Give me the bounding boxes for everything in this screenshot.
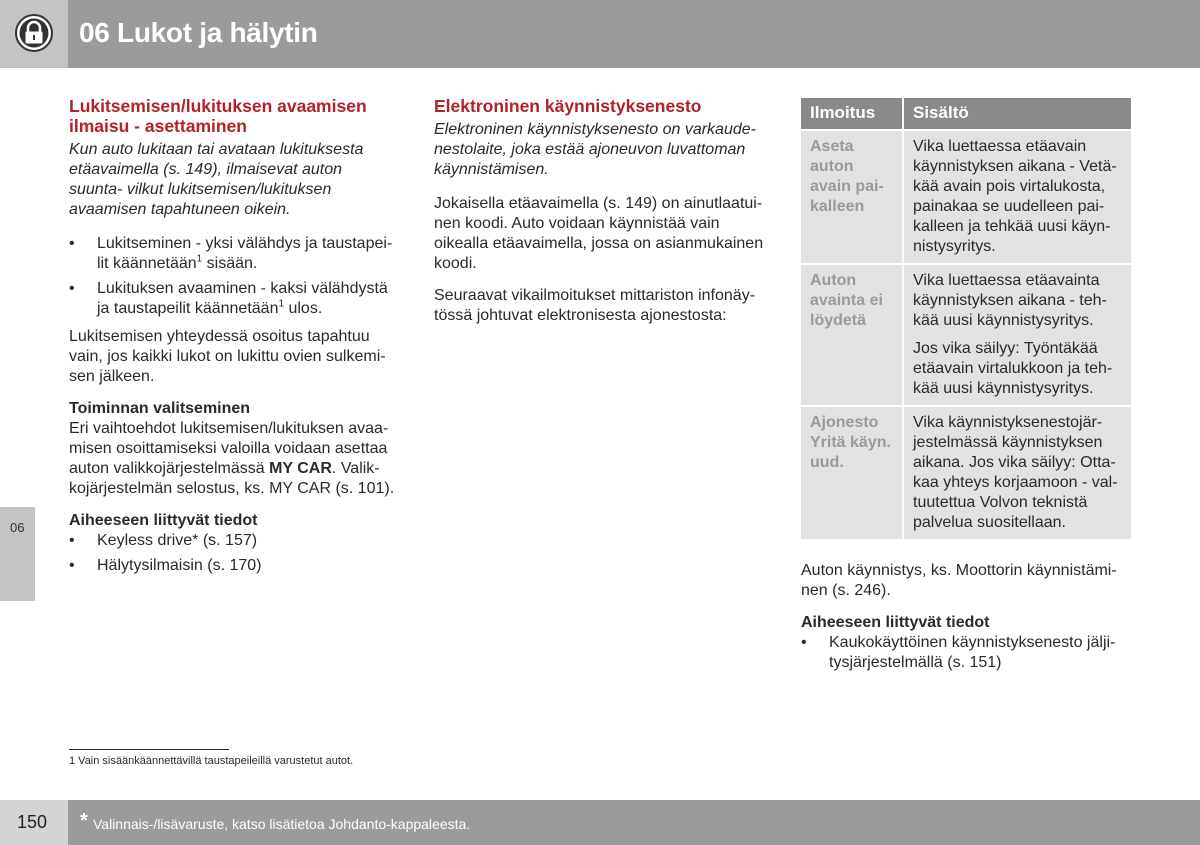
body-paragraph: Auton käynnistys, ks. Moottorin käynnistämi- nen (s. 246). — [801, 562, 1117, 599]
mycar-term: MY CAR — [269, 460, 332, 477]
message-table — [801, 98, 1131, 539]
cell-text: Vika luettaessa etäavainta käynnistyksen aikana - teh- kää uusi käynnistysyritys. — [913, 272, 1107, 329]
list-item-text: Lukitseminen - yksi välähdys ja taustapei- lit käännetään — [97, 235, 393, 272]
intro-text: Elektroninen käynnistyksenesto on varkaude- nestolaite, joka estää ajoneuvon luvattoman käynnistämisen. — [434, 121, 756, 178]
table-header-message: Ilmoitus — [801, 98, 903, 130]
header-icon-box — [0, 0, 68, 68]
table-cell-content — [903, 130, 1131, 264]
table-cell-content — [903, 264, 1131, 406]
body-paragraph: Jokaisella etäavaimella (s. 149) on ainutlaatui- nen koodi. Auto voidaan käynnistää vain oikealla etäavaimella, jossa on asianmukainen koodi. — [434, 195, 764, 272]
column-right — [801, 96, 1131, 681]
table-header-row — [801, 98, 1131, 130]
table-cell-content — [903, 406, 1131, 539]
list-item-text: sisään. — [202, 255, 258, 272]
page-number: 150 — [17, 812, 48, 832]
footnote-ref: 1 — [278, 298, 285, 310]
related-list — [801, 633, 1131, 673]
table-cell-message: Ajonesto Yritä käyn. uud. — [801, 406, 903, 539]
page-title: 06 Lukot ja hälytin — [79, 17, 318, 48]
list-item — [69, 234, 399, 274]
lock-icon — [14, 13, 54, 53]
cell-text: Vika käynnistyksenestojär- jestelmässä käynnistyksen aikana. Jos vika säilyy: Otta- kaa yhteys korjaamoon - val- tuutettua Volvon teknistä palvelua suositellaan. — [913, 414, 1118, 531]
column-middle — [434, 96, 766, 338]
cell-text: Vika luettaessa etäavain käynnistyksen aikana - Vetä- kää avain pois virtalukosta, painakaa se uudelleen pai- kalleen ja tehkää uusi käyn- nistysyritys. — [913, 138, 1117, 255]
side-chapter-label: 06 — [10, 520, 25, 535]
footnote-ref: 1 — [196, 253, 203, 265]
body-paragraph-mycar — [69, 419, 399, 499]
table-row — [801, 264, 1131, 406]
list-item-text: Lukituksen avaaminen - kaksi välähdystä ja taustapeilit käännetään — [97, 280, 388, 317]
related-list — [69, 531, 399, 576]
bullet-list — [69, 234, 399, 319]
related-item-alarm: • Hälytysilmaisin (s. 170) — [69, 556, 399, 576]
related-item-keyless: • Keyless drive* (s. 157) — [69, 531, 399, 551]
list-item-text: ulos. — [284, 300, 323, 317]
footer-note: Valinnais-/lisävaruste, katso lisätietoa Johdanto-kappaleesta. — [93, 816, 471, 832]
related-item-tracking: • Kaukokäyttöinen käynnistyksenesto jälji- tysjärjestelmällä (s. 151) — [801, 633, 1131, 673]
body-paragraph: Lukitsemisen yhteydessä osoitus tapahtuu vain, jos kaikki lukot on lukittu ovien sulkemi- sen jälkeen. — [69, 328, 386, 385]
body-text: Eri vaihtoehdot lukitsemisen/lukituksen avaa- misen osoittamiseksi valoilla voidaan asettaa auton valikkojärjestelmässä — [69, 420, 389, 477]
table-row — [801, 406, 1131, 539]
subheading-related-info: Aiheeseen liittyvät tiedot — [69, 512, 258, 529]
column-left — [69, 96, 399, 584]
footnote-divider — [69, 749, 229, 750]
table-header-content: Sisältö — [903, 98, 1131, 130]
optional-equipment-star: * — [80, 810, 88, 832]
intro-text: Kun auto lukitaan tai avataan lukituksesta etäavaimella (s. 149), ilmaisevat auton suunta- vilkut lukitsemisen/lukituksen avaamisen tapahtuneen oikein. — [69, 141, 364, 218]
subheading-related-info: Aiheeseen liittyvät tiedot — [801, 614, 990, 631]
table-cell-message: Aseta auton avain pai- kalleen — [801, 130, 903, 264]
body-paragraph: Seuraavat vikailmoitukset mittariston infonäy- tössä johtuvat elektronisesta ajonestosta: — [434, 287, 756, 324]
section-heading-lock-indication: Lukitsemisen/lukituksen avaamisen ilmaisu - asettaminen — [69, 96, 367, 136]
footnote: 1 Vain sisäänkäännettävillä taustapeileillä varustetut autot. — [69, 755, 354, 767]
section-heading-immobilizer: Elektroninen käynnistyksenesto — [434, 96, 702, 116]
cell-text: Jos vika säilyy: Työntäkää etäavain virtalukkoon ja teh- kää uusi käynnistysyritys. — [913, 340, 1113, 397]
list-item — [69, 279, 399, 319]
table-cell-message: Auton avainta ei löydetä — [801, 264, 903, 406]
subheading-function-select: Toiminnan valitseminen — [69, 400, 251, 417]
body-text: . Valik- kojärjestelmän selostus, ks. MY CAR (s. 101). — [69, 460, 395, 497]
table-row — [801, 130, 1131, 264]
